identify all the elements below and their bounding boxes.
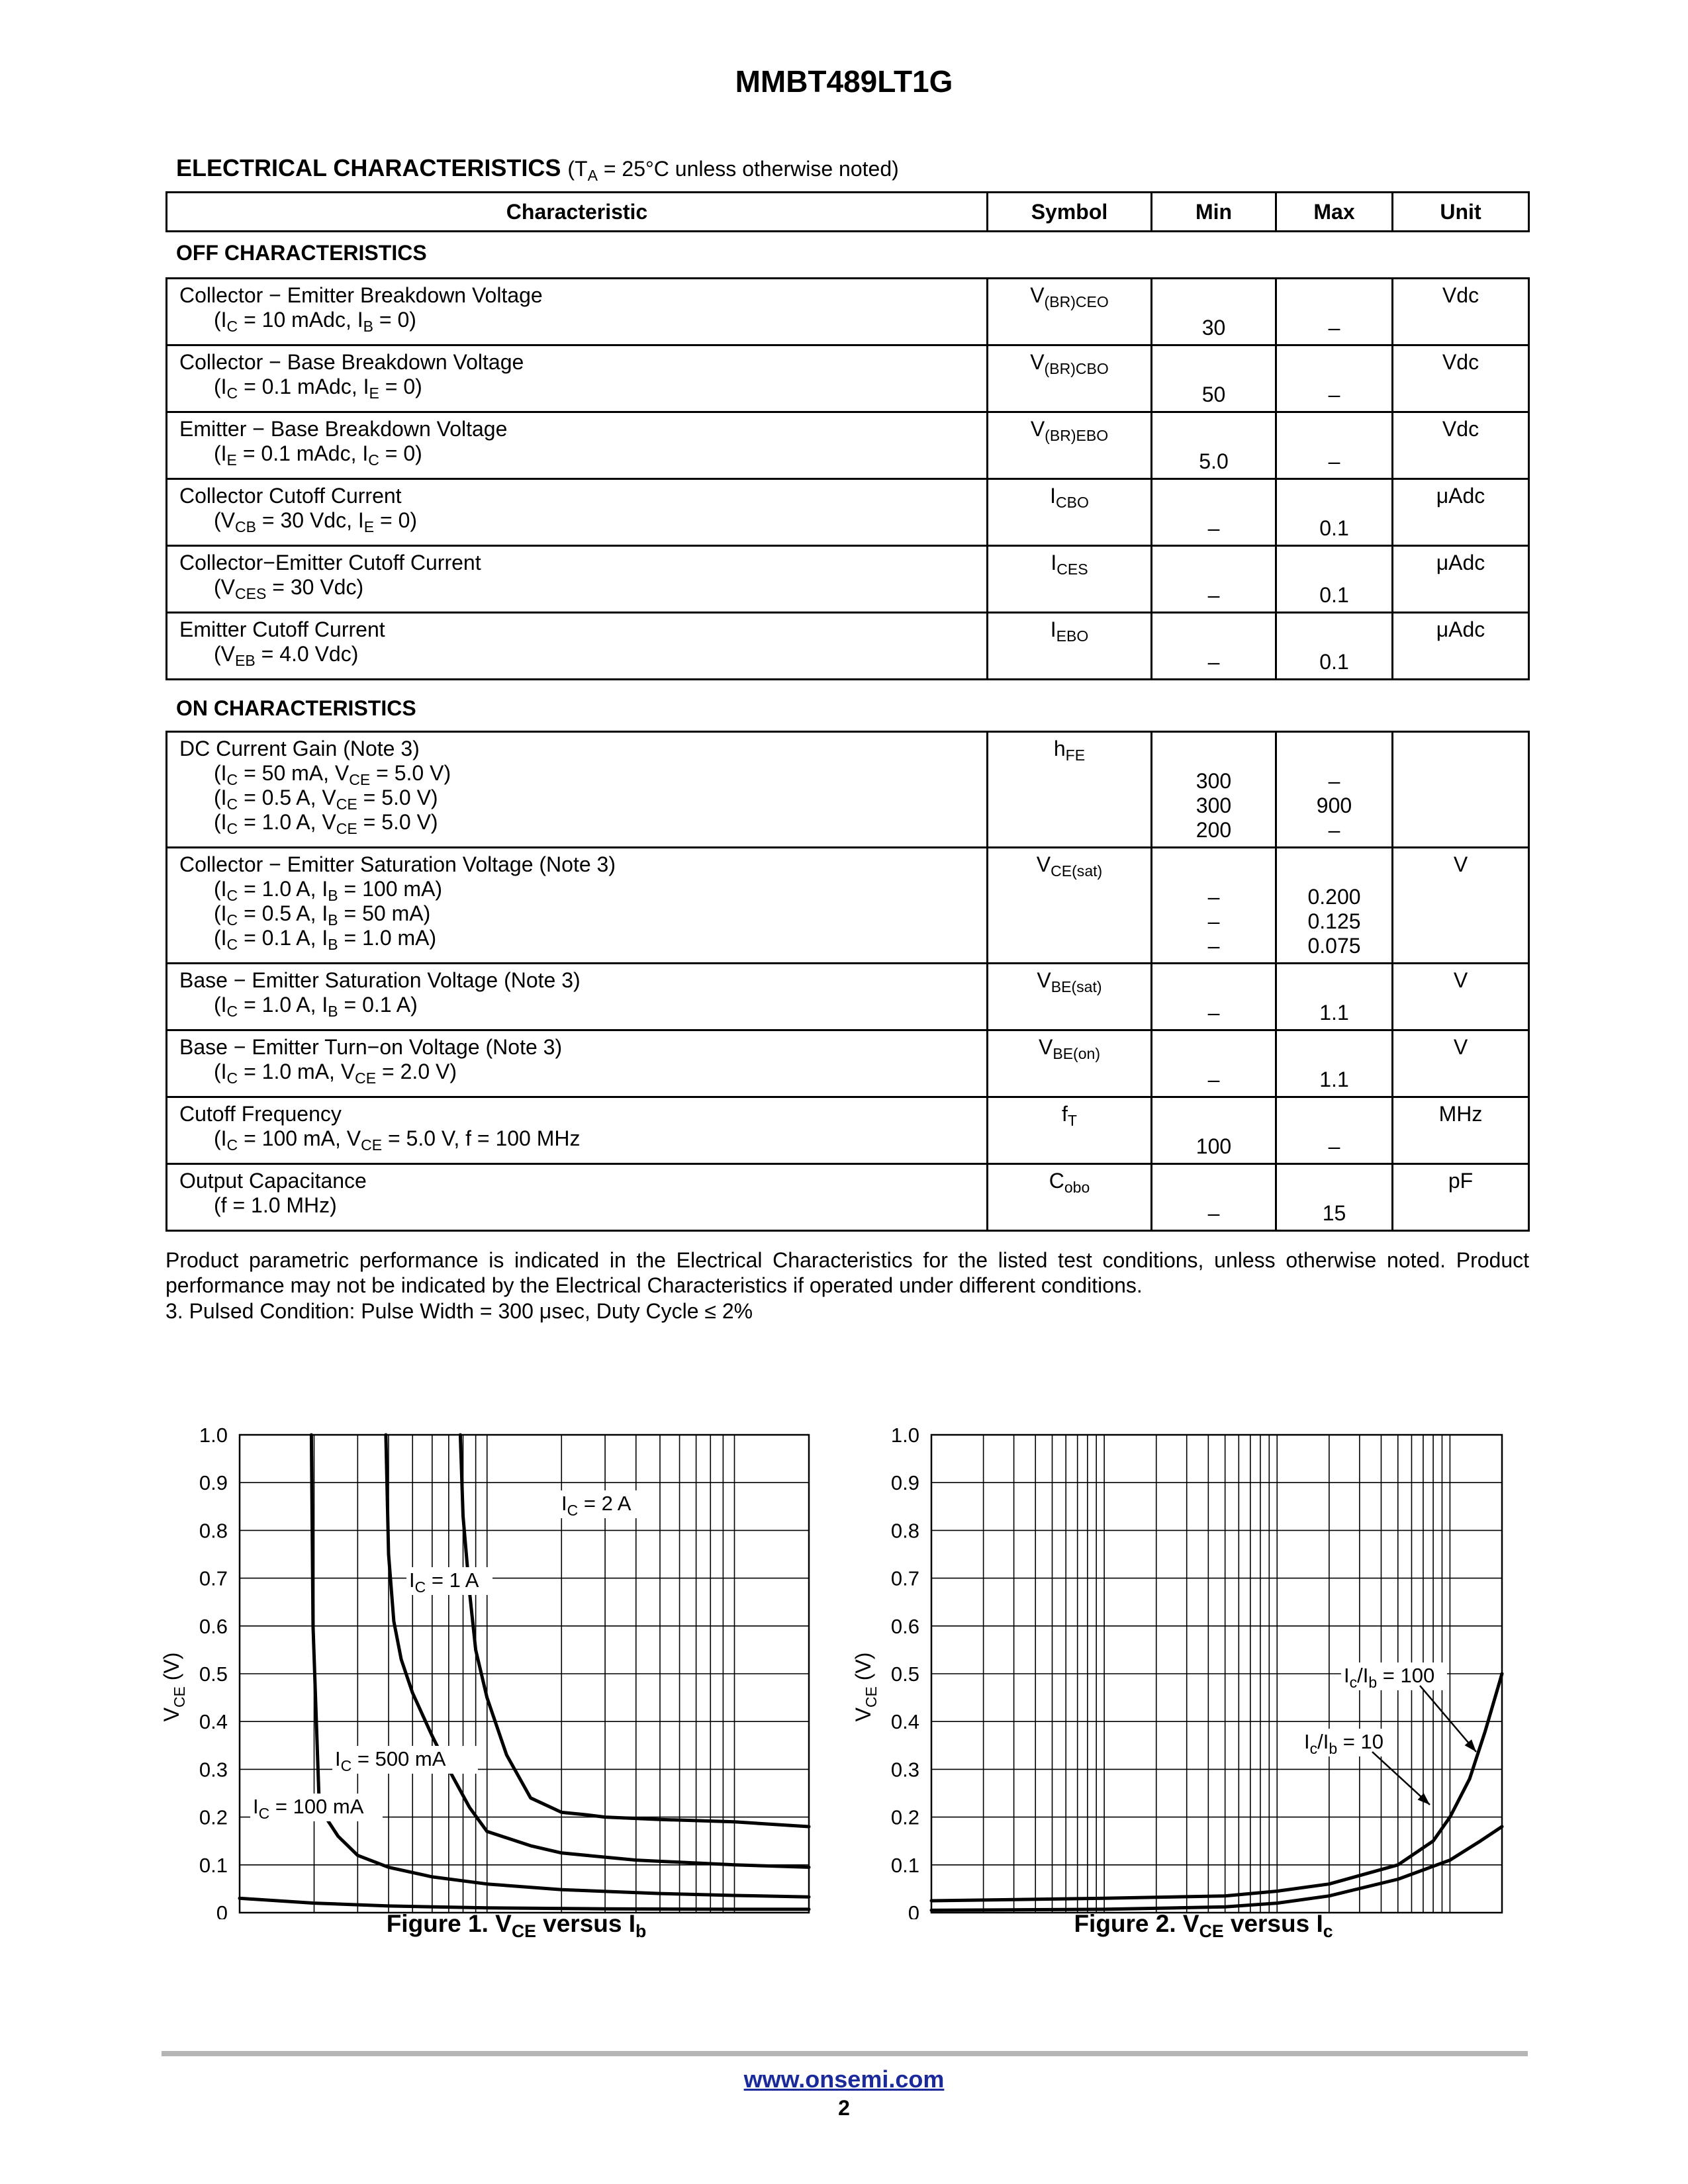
y-tick-label: 0.9 <box>890 1471 919 1495</box>
y-tick-label: 0.6 <box>890 1614 919 1638</box>
min-cell: 100 <box>1152 1097 1276 1164</box>
y-axis-label: $V_{CE}$ (V) <box>160 1652 188 1722</box>
y-tick-label: 0.3 <box>890 1758 919 1782</box>
characteristic-name: Collector Cutoff Current <box>179 484 402 508</box>
min-cell: 5.0 <box>1152 412 1276 479</box>
unit-cell: Vdc <box>1393 412 1529 479</box>
series-label: $I_C = 500$ mA <box>335 1747 446 1774</box>
test-condition: ($I_C = 10$ mAdc, $I_B = 0$) <box>214 308 416 335</box>
characteristic-cell <box>167 412 988 479</box>
ec-heading-title: ELECTRICAL CHARACTERISTICS <box>176 154 561 181</box>
y-tick-label: 1.0 <box>890 1424 919 1447</box>
characteristic-name: Collector − Emitter Saturation Voltage (Note 3) <box>179 852 616 876</box>
characteristic-cell <box>167 1030 988 1097</box>
unit-cell: V <box>1393 848 1529 964</box>
y-tick-label: 0.7 <box>890 1567 919 1590</box>
test-condition: ($I_C = 0.1$ mAdc, $I_E = 0$) <box>214 375 422 402</box>
symbol-cell: $V_{BE(on)}$ <box>988 1030 1152 1097</box>
note-3: 3. Pulsed Condition: Pulse Width = 300 μsec, Duty Cycle ≤ 2% <box>165 1299 753 1323</box>
test-condition: ($V_{EB} = 4.0$ Vdc) <box>214 642 359 669</box>
max-cell: 1.1 <box>1276 1030 1393 1097</box>
electrical-characteristics-heading <box>176 154 899 182</box>
footer-divider <box>162 2051 1528 2056</box>
test-condition: ($I_C = 100$ mA, $V_{CE} = 5.0$ V, f = 100 MHz <box>214 1126 581 1154</box>
min-cell: 300 300 200 <box>1152 732 1276 848</box>
unit-cell: Vdc <box>1393 345 1529 412</box>
max-cell: 0.1 <box>1276 546 1393 613</box>
characteristic-cell <box>167 345 988 412</box>
off-characteristics-table <box>165 277 1530 680</box>
on-characteristics-label: ON CHARACTERISTICS <box>176 696 416 720</box>
y-tick-label: 0.2 <box>199 1805 228 1829</box>
min-cell: 30 <box>1152 279 1276 345</box>
characteristic-name: DC Current Gain (Note 3) <box>179 737 420 760</box>
unit-cell: V <box>1393 964 1529 1030</box>
test-condition: ($I_C = 0.5$ A, $V_{CE} = 5.0$ V) <box>214 786 438 813</box>
unit-cell: MHz <box>1393 1097 1529 1164</box>
series-label: $I_C = 2$ A <box>561 1492 632 1519</box>
symbol-cell: $V_{BE(sat)}$ <box>988 964 1152 1030</box>
characteristic-name: Collector − Base Breakdown Voltage <box>179 350 524 374</box>
max-cell: – <box>1276 279 1393 345</box>
figure-1-caption: Figure 1. $V_{CE}$ versus $I_b$ <box>386 1910 647 1941</box>
max-cell: 1.1 <box>1276 964 1393 1030</box>
max-cell: – <box>1276 345 1393 412</box>
off-row <box>167 412 1529 479</box>
test-condition: ($V_{CES} = 30$ Vdc) <box>214 575 364 602</box>
characteristic-name: Emitter − Base Breakdown Voltage <box>179 417 508 441</box>
on-row <box>167 964 1529 1030</box>
max-cell: – <box>1276 412 1393 479</box>
y-tick-label: 0.1 <box>890 1853 919 1877</box>
symbol-cell: $V_{(BR)CEO}$ <box>988 279 1152 345</box>
series-label: $I_c/I_b = 100$ <box>1344 1664 1435 1691</box>
off-row <box>167 279 1529 345</box>
min-cell: – <box>1152 546 1276 613</box>
y-tick-label: 0.2 <box>890 1805 919 1829</box>
off-row <box>167 479 1529 546</box>
series-label-arrow <box>1420 1686 1476 1752</box>
symbol-cell: $V_{(BR)EBO}$ <box>988 412 1152 479</box>
characteristic-name: Output Capacitance <box>179 1169 367 1193</box>
y-tick-label: 0.4 <box>199 1710 228 1734</box>
symbol-cell: $h_{FE}$ <box>988 732 1152 848</box>
on-row <box>167 1097 1529 1164</box>
max-cell: 0.1 <box>1276 613 1393 680</box>
y-tick-label: 1.0 <box>199 1424 228 1447</box>
min-cell: – <box>1152 1164 1276 1231</box>
series-line-0 <box>931 1674 1502 1901</box>
characteristic-cell <box>167 279 988 345</box>
y-tick-label: 0.8 <box>890 1519 919 1543</box>
symbol-cell: $V_{(BR)CBO}$ <box>988 345 1152 412</box>
y-tick-label: 0.9 <box>199 1471 228 1495</box>
min-cell: – – – <box>1152 848 1276 964</box>
on-characteristics-table <box>165 731 1530 1232</box>
page-number: 2 <box>838 2096 850 2120</box>
y-tick-label: 0.1 <box>199 1853 228 1877</box>
max-cell: 0.1 <box>1276 479 1393 546</box>
characteristic-name: Base − Emitter Turn−on Voltage (Note 3) <box>179 1035 563 1059</box>
test-condition: ($I_C = 1.0$ mA, $V_{CE} = 2.0$ V) <box>214 1060 457 1087</box>
on-row <box>167 848 1529 964</box>
on-row <box>167 1030 1529 1097</box>
figure-2-chart <box>837 1403 1539 1919</box>
max-cell: – <box>1276 1097 1393 1164</box>
min-cell: – <box>1152 613 1276 680</box>
characteristic-cell <box>167 964 988 1030</box>
characteristic-name: Collector − Emitter Breakdown Voltage <box>179 283 543 307</box>
test-condition: ($I_C = 0.1$ A, $I_B = 1.0$ mA) <box>214 926 437 953</box>
col-symbol: Symbol <box>988 193 1152 232</box>
characteristic-cell <box>167 1164 988 1231</box>
y-tick-label: 0.5 <box>890 1662 919 1686</box>
y-tick-label: 0.4 <box>890 1710 919 1734</box>
min-cell: – <box>1152 479 1276 546</box>
col-max: Max <box>1276 193 1393 232</box>
characteristic-cell <box>167 1097 988 1164</box>
test-condition: ($I_C = 1.0$ A, $I_B = 100$ mA) <box>214 877 443 904</box>
characteristic-cell <box>167 613 988 680</box>
document-title: MMBT489LT1G <box>735 64 953 99</box>
characteristic-name: Cutoff Frequency <box>179 1102 342 1126</box>
series-label: $I_c/I_b = 10$ <box>1304 1730 1383 1757</box>
unit-cell: Vdc <box>1393 279 1529 345</box>
unit-cell: pF <box>1393 1164 1529 1231</box>
symbol-cell: $C_{obo}$ <box>988 1164 1152 1231</box>
symbol-cell: $f_T$ <box>988 1097 1152 1164</box>
unit-cell: μAdc <box>1393 613 1529 680</box>
y-tick-label: 0.8 <box>199 1519 228 1543</box>
test-condition: ($I_E = 0.1$ mAdc, $I_C = 0$) <box>214 441 422 469</box>
y-tick-label: 0.7 <box>199 1567 228 1590</box>
spec-table-header <box>165 191 1530 232</box>
unit-cell: V <box>1393 1030 1529 1097</box>
off-row <box>167 546 1529 613</box>
symbol-cell: $I_{CES}$ <box>988 546 1152 613</box>
characteristic-name: Base − Emitter Saturation Voltage (Note 3) <box>179 968 581 992</box>
series-label: $I_C = 1$ A <box>409 1569 479 1596</box>
y-tick-label: 0 <box>216 1901 228 1919</box>
figure-1-chart <box>146 1403 847 1919</box>
test-condition: ($V_{CB} = 30$ Vdc, $I_E = 0$) <box>214 508 418 535</box>
col-characteristic: Characteristic <box>167 193 988 232</box>
min-cell: – <box>1152 964 1276 1030</box>
max-cell: – 900 – <box>1276 732 1393 848</box>
unit-cell: μAdc <box>1393 546 1529 613</box>
footer-website-link[interactable]: www.onsemi.com <box>743 2066 945 2093</box>
col-min: Min <box>1152 193 1276 232</box>
unit-cell <box>1393 732 1529 848</box>
col-unit: Unit <box>1393 193 1529 232</box>
symbol-cell: $V_{CE(sat)}$ <box>988 848 1152 964</box>
max-cell: 15 <box>1276 1164 1393 1231</box>
test-condition: (f = 1.0 MHz) <box>214 1193 337 1217</box>
test-condition: ($I_C = 0.5$ A, $I_B = 50$ mA) <box>214 901 431 929</box>
unit-cell: μAdc <box>1393 479 1529 546</box>
y-tick-label: 0.6 <box>199 1614 228 1638</box>
test-condition: ($I_C = 50$ mA, $V_{CE} = 5.0$ V) <box>214 761 451 788</box>
characteristic-cell <box>167 732 988 848</box>
test-condition: ($I_C = 1.0$ A, $I_B = 0.1$ A) <box>214 993 418 1020</box>
characteristic-cell <box>167 546 988 613</box>
y-tick-label: 0.3 <box>199 1758 228 1782</box>
test-condition: ($I_C = 1.0$ A, $V_{CE} = 5.0$ V) <box>214 810 438 837</box>
series-label: $I_C = 100$ mA <box>253 1795 364 1822</box>
characteristic-name: Emitter Cutoff Current <box>179 617 385 641</box>
characteristic-cell <box>167 479 988 546</box>
y-tick-label: 0 <box>908 1901 919 1919</box>
min-cell: 50 <box>1152 345 1276 412</box>
on-row <box>167 1164 1529 1231</box>
ec-heading-condition: ($T_A = 25^\circ C$ unless otherwise noted) <box>567 157 899 184</box>
off-row <box>167 345 1529 412</box>
characteristic-cell <box>167 848 988 964</box>
characteristic-name: Collector−Emitter Cutoff Current <box>179 551 481 574</box>
on-row <box>167 732 1529 848</box>
min-cell: – <box>1152 1030 1276 1097</box>
symbol-cell: $I_{CBO}$ <box>988 479 1152 546</box>
y-tick-label: 0.5 <box>199 1662 228 1686</box>
y-axis-label: $V_{CE}$ (V) <box>851 1652 880 1722</box>
max-cell: 0.200 0.125 0.075 <box>1276 848 1393 964</box>
off-characteristics-label: OFF CHARACTERISTICS <box>176 241 427 265</box>
off-row <box>167 613 1529 680</box>
performance-note: Product parametric performance is indicated in the Electrical Characteristics for the listed test conditions, unless otherwise noted. Product performance may not be indicated by the Electrical Characteristics if operated under different conditions. <box>165 1248 1529 1297</box>
symbol-cell: $I_{EBO}$ <box>988 613 1152 680</box>
figure-2-caption: Figure 2. $V_{CE}$ versus $I_c$ <box>1074 1910 1333 1941</box>
